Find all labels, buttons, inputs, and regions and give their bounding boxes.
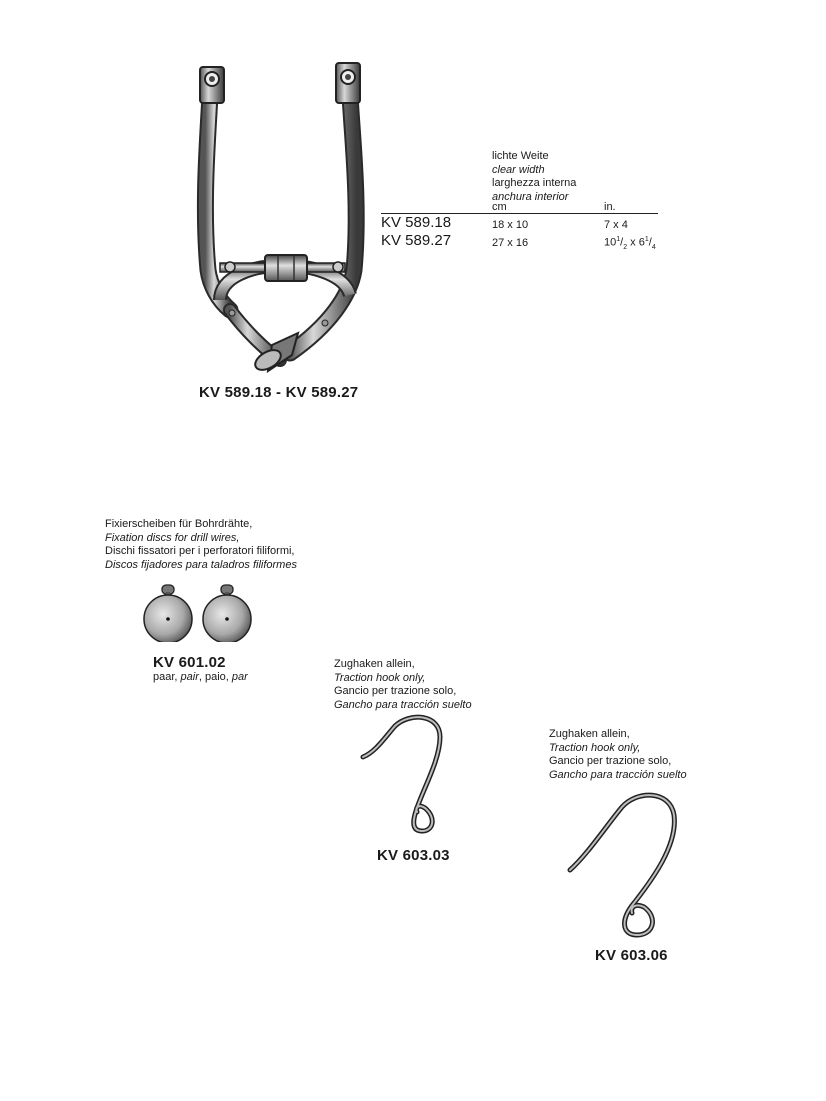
hook1-caption: KV 603.03 — [377, 847, 450, 864]
discs-caption: KV 601.02 — [153, 654, 226, 671]
frac-den: 4 — [651, 243, 656, 251]
desc-line-es: Gancho para tracción suelto — [549, 768, 687, 781]
desc-line-en: Traction hook only, — [549, 741, 641, 754]
frac-den: 2 — [623, 243, 628, 251]
desc-line-de: Zughaken allein, — [549, 728, 630, 740]
table-row-code: KV 589.27 — [381, 232, 452, 249]
desc-line-it: Gancio per trazione solo, — [549, 755, 672, 767]
table-header — [492, 150, 576, 204]
hook1-description — [334, 658, 472, 712]
pair-it: , paio, — [198, 671, 232, 683]
frame-caption: KV 589.18 - KV 589.27 — [199, 384, 359, 401]
desc-line-it: Gancio per trazione solo, — [334, 685, 457, 697]
frac-num: 1 — [644, 236, 649, 243]
pair-en: pair — [180, 671, 199, 683]
desc-line-en: Fixation discs for drill wires, — [105, 531, 240, 544]
hook2-caption: KV 603.06 — [595, 947, 668, 964]
header-line-es: anchura interior — [492, 190, 569, 203]
desc-line-de: Fixierscheiben für Bohrdrähte, — [105, 518, 253, 530]
traction-hook-large-illustration — [562, 785, 687, 940]
unit-cm-label: cm — [492, 201, 507, 213]
discs-pair-note — [153, 671, 248, 685]
traction-frame-illustration — [180, 55, 380, 385]
desc-line-es: Discos fijadores para taladros filiformes — [105, 558, 297, 571]
pair-de: paar, — [153, 671, 181, 683]
table-row-in: 7 x 4 — [604, 219, 628, 231]
traction-hook-small-illustration — [355, 712, 455, 837]
header-line-de: lichte Weite — [492, 150, 549, 162]
frac-num: 1 — [616, 236, 621, 243]
unit-in-label: in. — [604, 201, 616, 213]
desc-line-it: Dischi fissatori per i perforatori filiformi, — [105, 545, 295, 557]
header-line-it: larghezza interna — [492, 177, 577, 189]
table-row-cm: 18 x 10 — [492, 219, 529, 231]
table-row-code: KV 589.18 — [381, 214, 452, 231]
header-line-en: clear width — [492, 163, 545, 176]
fixation-discs-illustration — [140, 582, 255, 642]
desc-line-es: Gancho para tracción suelto — [334, 698, 472, 711]
in-whole: 10 — [604, 236, 617, 249]
pair-es: par — [231, 671, 248, 683]
desc-line-de: Zughaken allein, — [334, 658, 415, 670]
hook2-description — [549, 728, 687, 782]
table-row-in: $10^1/_2$ x $6^1/_4$ — [604, 236, 656, 251]
discs-description — [105, 518, 297, 572]
in-sep: x 6 — [627, 236, 645, 249]
desc-line-en: Traction hook only, — [334, 671, 426, 684]
table-row-cm: 27 x 16 — [492, 237, 529, 249]
